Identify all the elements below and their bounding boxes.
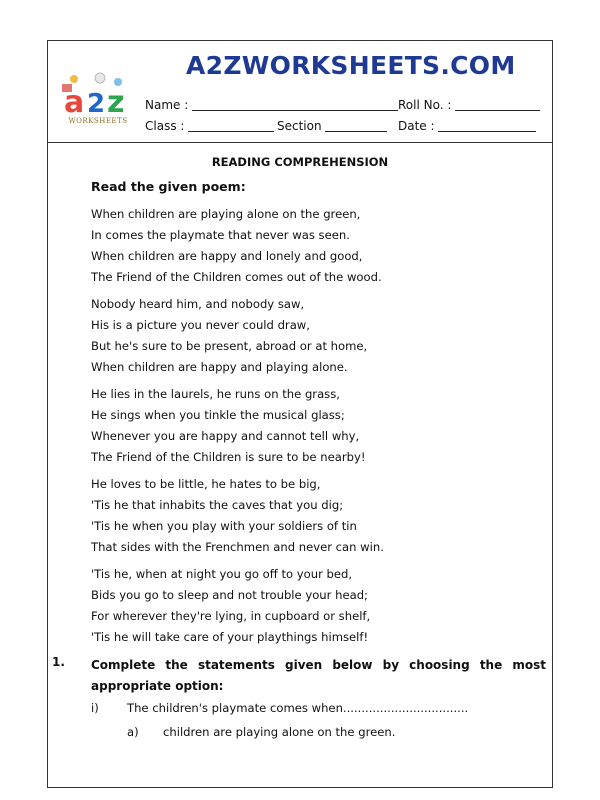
poem-line: The Friend of the Children comes out of the wood. [91,270,382,284]
poem-line: 'Tis he when you play with your soldiers of tin [91,519,357,533]
poem-line: Bids you go to sleep and not trouble your head; [91,588,368,602]
poem-line: When children are playing alone on the green, [91,207,361,221]
poem-line: His is a picture you never could draw, [91,318,310,332]
section-field[interactable] [277,119,387,133]
poem-line: In comes the playmate that never was seen. [91,228,350,242]
poem-line: 'Tis he, when at night you go off to your bed, [91,567,353,581]
option-label: a) [127,725,139,739]
date-label: Date : [398,119,435,133]
poem-line: He sings when you tinkle the musical glass; [91,408,345,422]
poem-line: 'Tis he will take care of your playthings himself! [91,630,369,644]
poem-line: When children are happy and playing alone. [91,360,348,374]
poem-line: Nobody heard him, and nobody saw, [91,297,305,311]
sub-question-label: i) [91,701,99,715]
date-field[interactable] [398,119,536,133]
a2z-logo [58,70,138,126]
poem-line: The Friend of the Children is sure to be nearby! [91,450,366,464]
poem-line: He lies in the laurels, he runs on the grass, [91,387,340,401]
section-blank [325,131,387,132]
option-text[interactable]: children are playing alone on the green. [163,725,396,739]
svg-text:2: 2 [87,89,106,119]
name-label: Name : [145,98,189,112]
name-field[interactable] [145,98,398,112]
date-blank [438,131,536,132]
poem-line: But he's sure to be present, abroad or at home, [91,339,368,353]
poem-line: For wherever they're lying, in cupboard or shelf, [91,609,371,623]
section-label: Section [277,119,322,133]
class-field[interactable] [145,119,274,133]
worksheet-heading: READING COMPREHENSION [211,155,389,169]
site-title: A2ZWORKSHEETS.COM [186,51,516,80]
svg-text:a: a [64,85,85,120]
poem-line: He loves to be little, he hates to be big, [91,477,321,491]
svg-text:z: z [107,85,125,120]
poem-line: When children are happy and lonely and good, [91,249,363,263]
question-number: 1. [52,655,65,669]
poem-line: That sides with the Frenchmen and never can win. [91,540,384,554]
roll-label: Roll No. : [398,98,452,112]
question-text: Complete the statements given below by choosing the most appropriate option: [91,658,546,693]
sub-question-text: The children's playmate comes when.................................. [127,701,469,715]
class-blank [188,131,274,132]
poem-line: Whenever you are happy and cannot tell why, [91,429,360,443]
class-label: Class : [145,119,185,133]
roll-no-field[interactable] [398,98,540,112]
instruction: Read the given poem: [91,179,246,194]
logo-text: WORKSHEETS [68,117,128,125]
name-blank [192,110,398,111]
poem-line: 'Tis he that inhabits the caves that you dig; [91,498,344,512]
roll-blank [455,110,540,111]
